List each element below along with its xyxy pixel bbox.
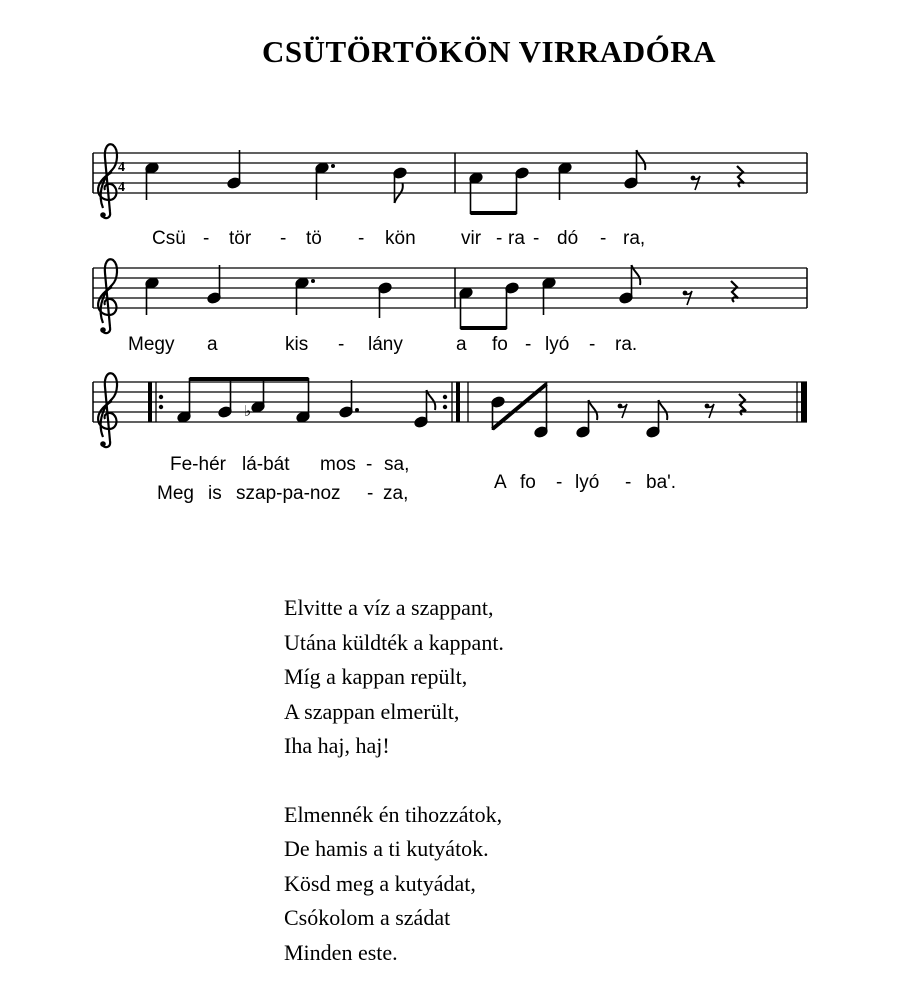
quarter-rest-icon [737, 166, 744, 187]
time-sig-bottom: 4 [118, 180, 125, 195]
note [177, 378, 435, 428]
treble-clef-icon [98, 373, 117, 447]
song-title: CSÜTÖRTÖKÖN VIRRADÓRA [261, 34, 717, 69]
treble-clef-icon [98, 144, 117, 218]
eighth-rest-icon [705, 404, 714, 418]
verses-block [284, 591, 504, 1004]
staff-system-2 [93, 259, 807, 355]
verse-line: Elmennék én tihozzátok, [284, 801, 503, 827]
verse-line: Utána küldték a kappant. [284, 629, 504, 655]
treble-clef-icon [98, 259, 117, 333]
lyric-line-1: Csü - tör - tö - kön vir - ra - dó - ra, [152, 228, 646, 249]
quarter-rest-icon [731, 281, 738, 302]
lyric-line-2: Megy a kis - lány a fo - lyó - ra. [128, 334, 638, 355]
verse-line: Kösd meg a kutyádat, [284, 870, 476, 896]
verse-line: Minden este. [284, 939, 398, 965]
flat-sign: ♭ [244, 402, 252, 420]
eighth-rest-icon [618, 404, 627, 418]
note [491, 382, 667, 438]
note [145, 150, 645, 214]
verse-line: De hamis a ti kutyátok. [284, 836, 489, 861]
staff-system-3 [93, 373, 807, 504]
verse-1 [284, 591, 504, 764]
verse-2 [284, 798, 504, 971]
lyric-line-3a: Fe-hér lá-bát mos - sa, [170, 454, 410, 475]
staff-system-1 [93, 144, 807, 249]
time-sig-top: 4 [118, 160, 125, 175]
verse-line: Iha haj, haj! [284, 733, 390, 758]
verse-line: Míg a kappan repült, [284, 664, 468, 689]
final-barline [801, 382, 807, 422]
lyric-line-3b: Meg is szap-pa-noz - za, [157, 483, 409, 504]
verse-line: Elvitte a víz a szappant, [284, 595, 494, 620]
verse-line: Csókolom a szádat [284, 905, 451, 930]
verse-line: A szappan elmerült, [284, 698, 460, 724]
note [145, 265, 640, 329]
lyric-line-3-refrain: A fo - lyó - ba'. [494, 472, 677, 493]
